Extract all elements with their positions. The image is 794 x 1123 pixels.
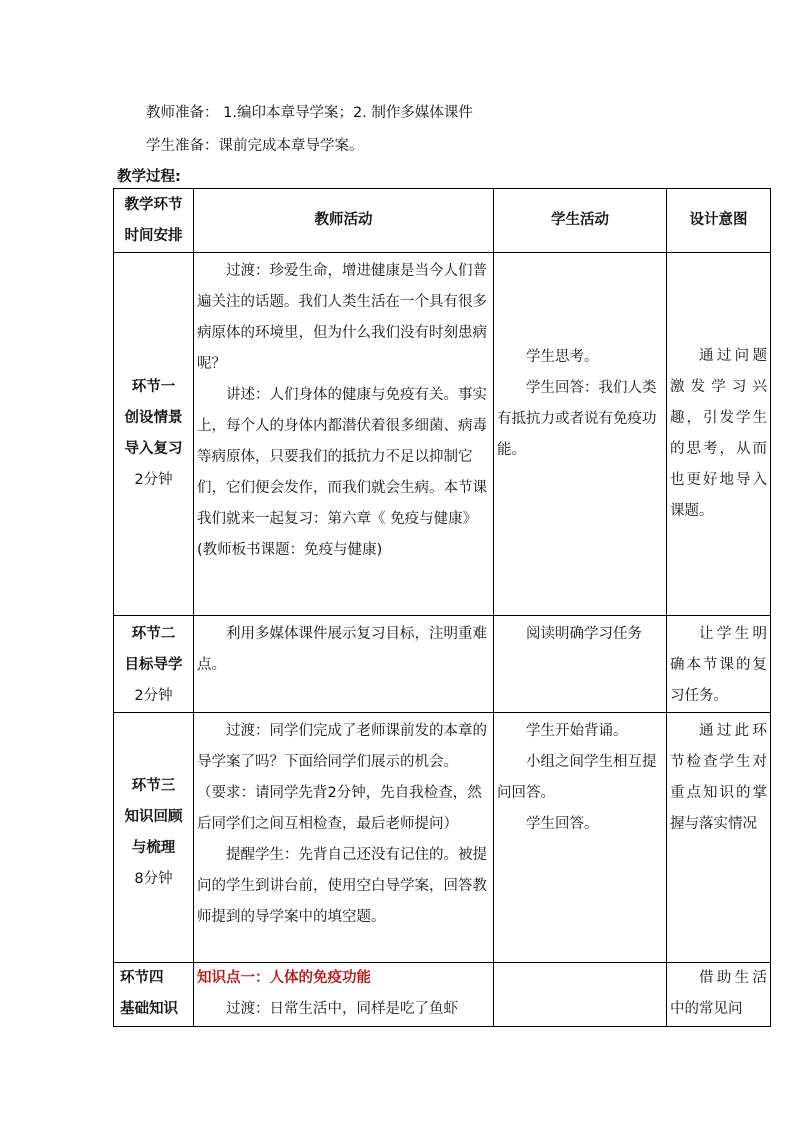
header-intent: 设计意图 <box>667 189 771 253</box>
teacher-activity-cell <box>194 616 494 713</box>
student-paragraph: 学生思考。 <box>526 349 599 365</box>
design-intent-cell <box>667 253 771 616</box>
teacher-paragraph: 利用多媒体课件展示复习目标，注明重难点。 <box>197 626 487 673</box>
stage-label: 基础知识 <box>120 1001 178 1017</box>
teacher-activity-cell <box>194 253 494 616</box>
student-paragraph: 阅读明确学习任务 <box>526 626 642 642</box>
stage-label: 环节四 <box>120 970 164 986</box>
table-row <box>114 713 771 963</box>
section-title: 教学过程: <box>117 169 181 185</box>
stage-time: 2分钟 <box>134 472 173 488</box>
header-stage <box>114 189 194 253</box>
student-activity-cell <box>494 963 667 1027</box>
stage-cell <box>114 616 194 713</box>
teacher-paragraph: 过渡：同学们完成了老师课前发的本章的导学案了吗？下面给同学们展示的机会。 <box>197 723 487 770</box>
stage-label: 环节三 <box>131 777 176 794</box>
intent-text: 通过问题激发学习兴趣，引发学生的思考，从而也更好地导入课题。 <box>670 348 767 519</box>
header-stage-line2: 时间安排 <box>124 227 183 244</box>
header-student: 学生活动 <box>494 189 667 253</box>
teacher-prep: 教师准备： 1.编印本章导学案；2. 制作多媒体课件 <box>146 105 473 121</box>
stage-cell <box>114 713 194 963</box>
header-teacher: 教师活动 <box>194 189 494 253</box>
teacher-paragraph: 过渡：日常生活中，同样是吃了鱼虾 <box>226 1001 458 1017</box>
stage-label: 环节一 <box>131 379 176 395</box>
table-row <box>114 963 771 1027</box>
student-paragraph: 学生回答：我们人类有抵抗力或者说有免疫功能。 <box>497 380 657 458</box>
student-paragraph: 学生开始背诵。 <box>526 723 628 739</box>
intent-text: 通过此环节检查学生对重点知识的掌握与落实情况 <box>670 723 767 832</box>
student-activity-cell <box>494 616 667 713</box>
stage-cell <box>114 253 194 616</box>
teacher-paragraph: 提醒学生：先背自己还没有记住的。被提问的学生到讲台前，使用空白导学案，回答教师提到的导学案中的填空题。 <box>197 847 487 925</box>
stage-cell <box>114 963 194 1027</box>
teacher-paragraph: 讲述：人们身体的健康与免疫有关。事实上，每个人的身体内都潜伏着很多细菌、病毒等病原体，只要我们的抵抗力不足以抑制它们，它们便会发作，而我们就会生病。本节课我们就来一起复习：第六章《 免疫与健康》(教师板书课题：免疫与健康) <box>197 387 487 558</box>
student-activity-cell <box>494 253 667 616</box>
stage-label: 与梳理 <box>131 839 176 856</box>
intent-text: 让学生明确本节课的复习任务。 <box>670 626 767 704</box>
table-header-row <box>114 189 771 253</box>
stage-label: 环节二 <box>131 626 176 642</box>
stage-label: 导入复习 <box>124 441 183 457</box>
student-paragraph: 小组之间学生相互提问回答。 <box>497 754 657 801</box>
design-intent-cell <box>667 616 771 713</box>
stage-time: 2分钟 <box>134 688 173 704</box>
table-row <box>114 253 771 616</box>
header-stage-line1: 教学环节 <box>124 196 183 213</box>
student-activity-cell <box>494 713 667 963</box>
student-paragraph: 学生回答。 <box>526 816 599 832</box>
stage-label: 创设情景 <box>124 410 183 426</box>
student-prep: 学生准备：课前完成本章导学案。 <box>146 138 364 154</box>
teacher-paragraph: 过渡：珍爱生命，增进健康是当今人们普遍关注的话题。我们人类生活在一个具有很多病原体的环境里，但为什么我们没有时刻患病呢？ <box>197 263 487 372</box>
teacher-activity-cell <box>194 963 494 1027</box>
teacher-activity-cell <box>194 713 494 963</box>
teacher-paragraph: （要求：请同学先背2分钟，先自我检查，然后同学们之间互相检查，最后老师提问） <box>197 785 482 832</box>
stage-label: 知识回顾 <box>124 808 183 825</box>
intent-text: 借助生活中的常见问 <box>670 970 767 1017</box>
design-intent-cell <box>667 963 771 1027</box>
stage-time: 8分钟 <box>134 870 173 887</box>
design-intent-cell <box>667 713 771 963</box>
table-row <box>114 616 771 713</box>
stage-label: 目标导学 <box>124 657 183 673</box>
lesson-table <box>113 188 771 1027</box>
knowledge-point-heading: 知识点一：人体的免疫功能 <box>197 970 371 986</box>
